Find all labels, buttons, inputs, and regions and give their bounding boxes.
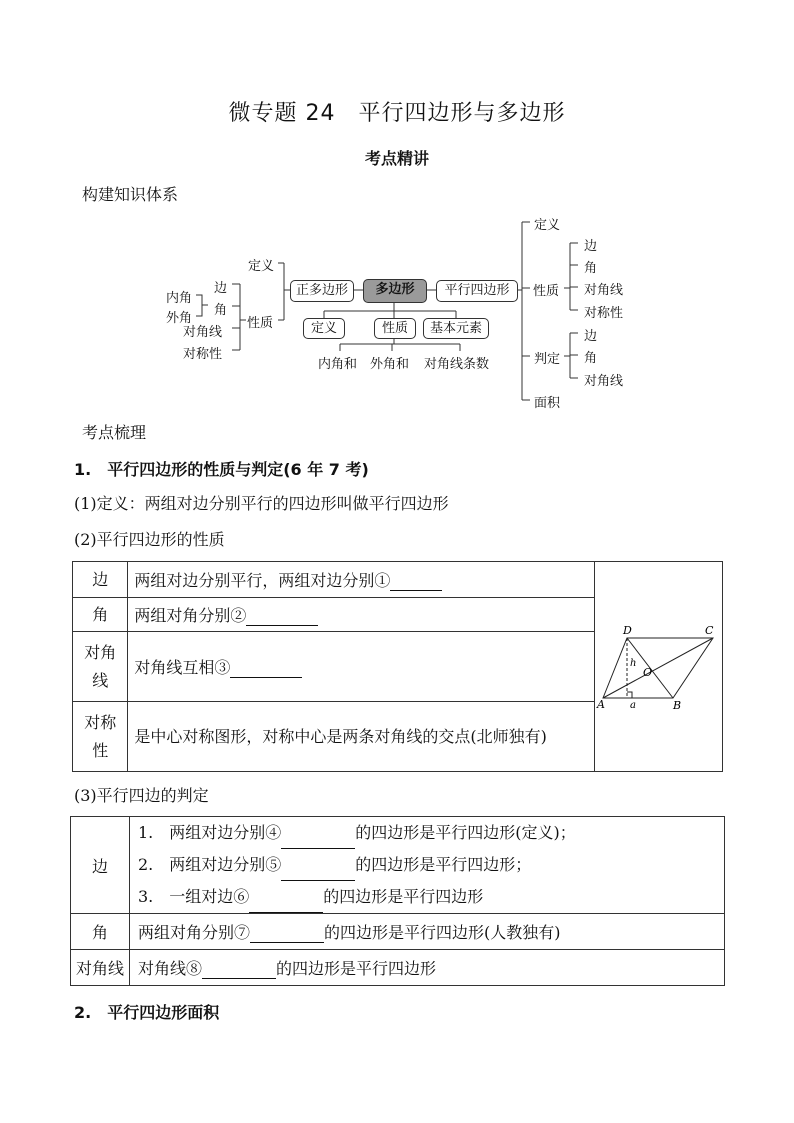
answer-blank-7[interactable] xyxy=(250,924,324,943)
mindmap-interior-angle: 内角 xyxy=(166,291,193,306)
judge-cell-angle: 两组对角分别⑦ 的四边形是平行四边形(人教独有) xyxy=(130,914,725,950)
figure-label-b: B xyxy=(673,698,682,710)
mindmap-left-angle: 角 xyxy=(214,303,228,318)
mindmap-left-diagonal: 对角线 xyxy=(183,325,223,340)
mindmap-right-symmetry: 对称性 xyxy=(584,306,624,321)
judge-item-2: 2. 两组对边分别⑤ 的四边形是平行四边形； xyxy=(138,849,716,881)
mindmap-right-angle: 角 xyxy=(584,261,598,276)
mindmap-interior-angle-sum: 内角和 xyxy=(318,357,358,372)
mindmap-left-definition: 定义 xyxy=(248,259,275,274)
mindmap-right-area: 面积 xyxy=(534,396,561,411)
prop-label-side: 边 xyxy=(73,562,128,598)
prop-cell-side: 两组对边分别平行，两组对边分别① xyxy=(128,562,595,598)
figure-label-c: C xyxy=(705,623,714,637)
section-heading-review: 考点梳理 xyxy=(82,423,147,442)
judge-label-angle: 角 xyxy=(71,914,130,950)
figure-label-h: h xyxy=(630,657,637,669)
mindmap-definition-node: 定义 xyxy=(303,318,345,339)
figure-label-d: D xyxy=(623,623,632,637)
judge-cell-side xyxy=(130,817,725,914)
prop-label-angle: 角 xyxy=(73,598,128,632)
mindmap-left-property: 性质 xyxy=(247,316,274,331)
prop-label-symmetry: 对称性 xyxy=(73,702,128,772)
mindmap-right-definition: 定义 xyxy=(534,218,561,233)
item-1-heading: 1. 平行四边形的性质与判定(6 年 7 考) xyxy=(74,460,369,479)
parallelogram-figure xyxy=(595,620,721,710)
prop-cell-symmetry: 是中心对称图形，对称中心是两条对角线的交点(北师独有) xyxy=(128,702,595,772)
page-subtitle: 考点精讲 xyxy=(364,149,429,168)
prop-cell-diagonal: 对角线互相③ xyxy=(128,632,595,702)
parallelogram-figure-cell xyxy=(595,562,723,772)
mindmap-left-symmetry: 对称性 xyxy=(183,347,223,362)
property-table xyxy=(72,561,723,772)
judge-item-1: 1. 两组对边分别④ 的四边形是平行四边形(定义)； xyxy=(138,817,716,849)
page-title: 微专题 24 平行四边形与多边形 xyxy=(228,101,566,126)
mindmap-judge-angle: 角 xyxy=(584,351,598,366)
mindmap-exterior-angle-sum: 外角和 xyxy=(370,357,410,372)
answer-blank-8[interactable] xyxy=(202,960,276,979)
answer-blank-3[interactable] xyxy=(230,659,302,678)
answer-blank-5[interactable] xyxy=(281,862,355,881)
judge-label-side: 边 xyxy=(71,817,130,914)
mindmap-judge-side: 边 xyxy=(584,329,598,344)
mindmap-left-side: 边 xyxy=(214,281,228,296)
mindmap-property-node: 性质 xyxy=(374,318,416,339)
mindmap-exterior-angle: 外角 xyxy=(166,311,193,326)
section-heading-knowledge: 构建知识体系 xyxy=(82,185,179,204)
mindmap-right-judge: 判定 xyxy=(534,352,561,367)
judgement-table xyxy=(70,816,725,986)
mindmap-basic-element-node: 基本元素 xyxy=(423,318,489,339)
judge-item-3: 3. 一组对边⑥ 的四边形是平行四边形 xyxy=(138,881,716,913)
judge-cell-diagonal: 对角线⑧ 的四边形是平行四边形 xyxy=(130,950,725,986)
figure-label-o: O xyxy=(643,665,653,679)
figure-label-base: a xyxy=(630,699,636,710)
mindmap-regular-polygon-node: 正多边形 xyxy=(290,280,354,302)
answer-blank-2[interactable] xyxy=(246,607,318,626)
item-2-heading: 2. 平行四边形面积 xyxy=(74,1003,220,1022)
figure-label-a: A xyxy=(597,697,605,710)
mindmap-right-diagonal: 对角线 xyxy=(584,283,624,298)
mindmap-judge-diagonal: 对角线 xyxy=(584,374,624,389)
mindmap-parallelogram-node: 平行四边形 xyxy=(436,280,518,302)
judgement-heading: (3)平行四边的判定 xyxy=(74,786,209,805)
definition-line: (1)定义：两组对边分别平行的四边形叫做平行四边形 xyxy=(74,494,449,513)
judge-label-diagonal: 对角线 xyxy=(71,950,130,986)
mindmap-right-property: 性质 xyxy=(533,284,560,299)
mindmap-center-node: 多边形 xyxy=(363,279,427,303)
prop-label-diagonal: 对角线 xyxy=(73,632,128,702)
answer-blank-4[interactable] xyxy=(281,830,355,849)
property-heading: (2)平行四边形的性质 xyxy=(74,530,225,549)
mindmap-right-side: 边 xyxy=(584,239,598,254)
prop-cell-angle: 两组对角分别② xyxy=(128,598,595,632)
answer-blank-6[interactable] xyxy=(249,894,323,913)
mindmap-diagonal-count: 对角线条数 xyxy=(424,357,490,372)
answer-blank-1[interactable] xyxy=(390,572,442,591)
